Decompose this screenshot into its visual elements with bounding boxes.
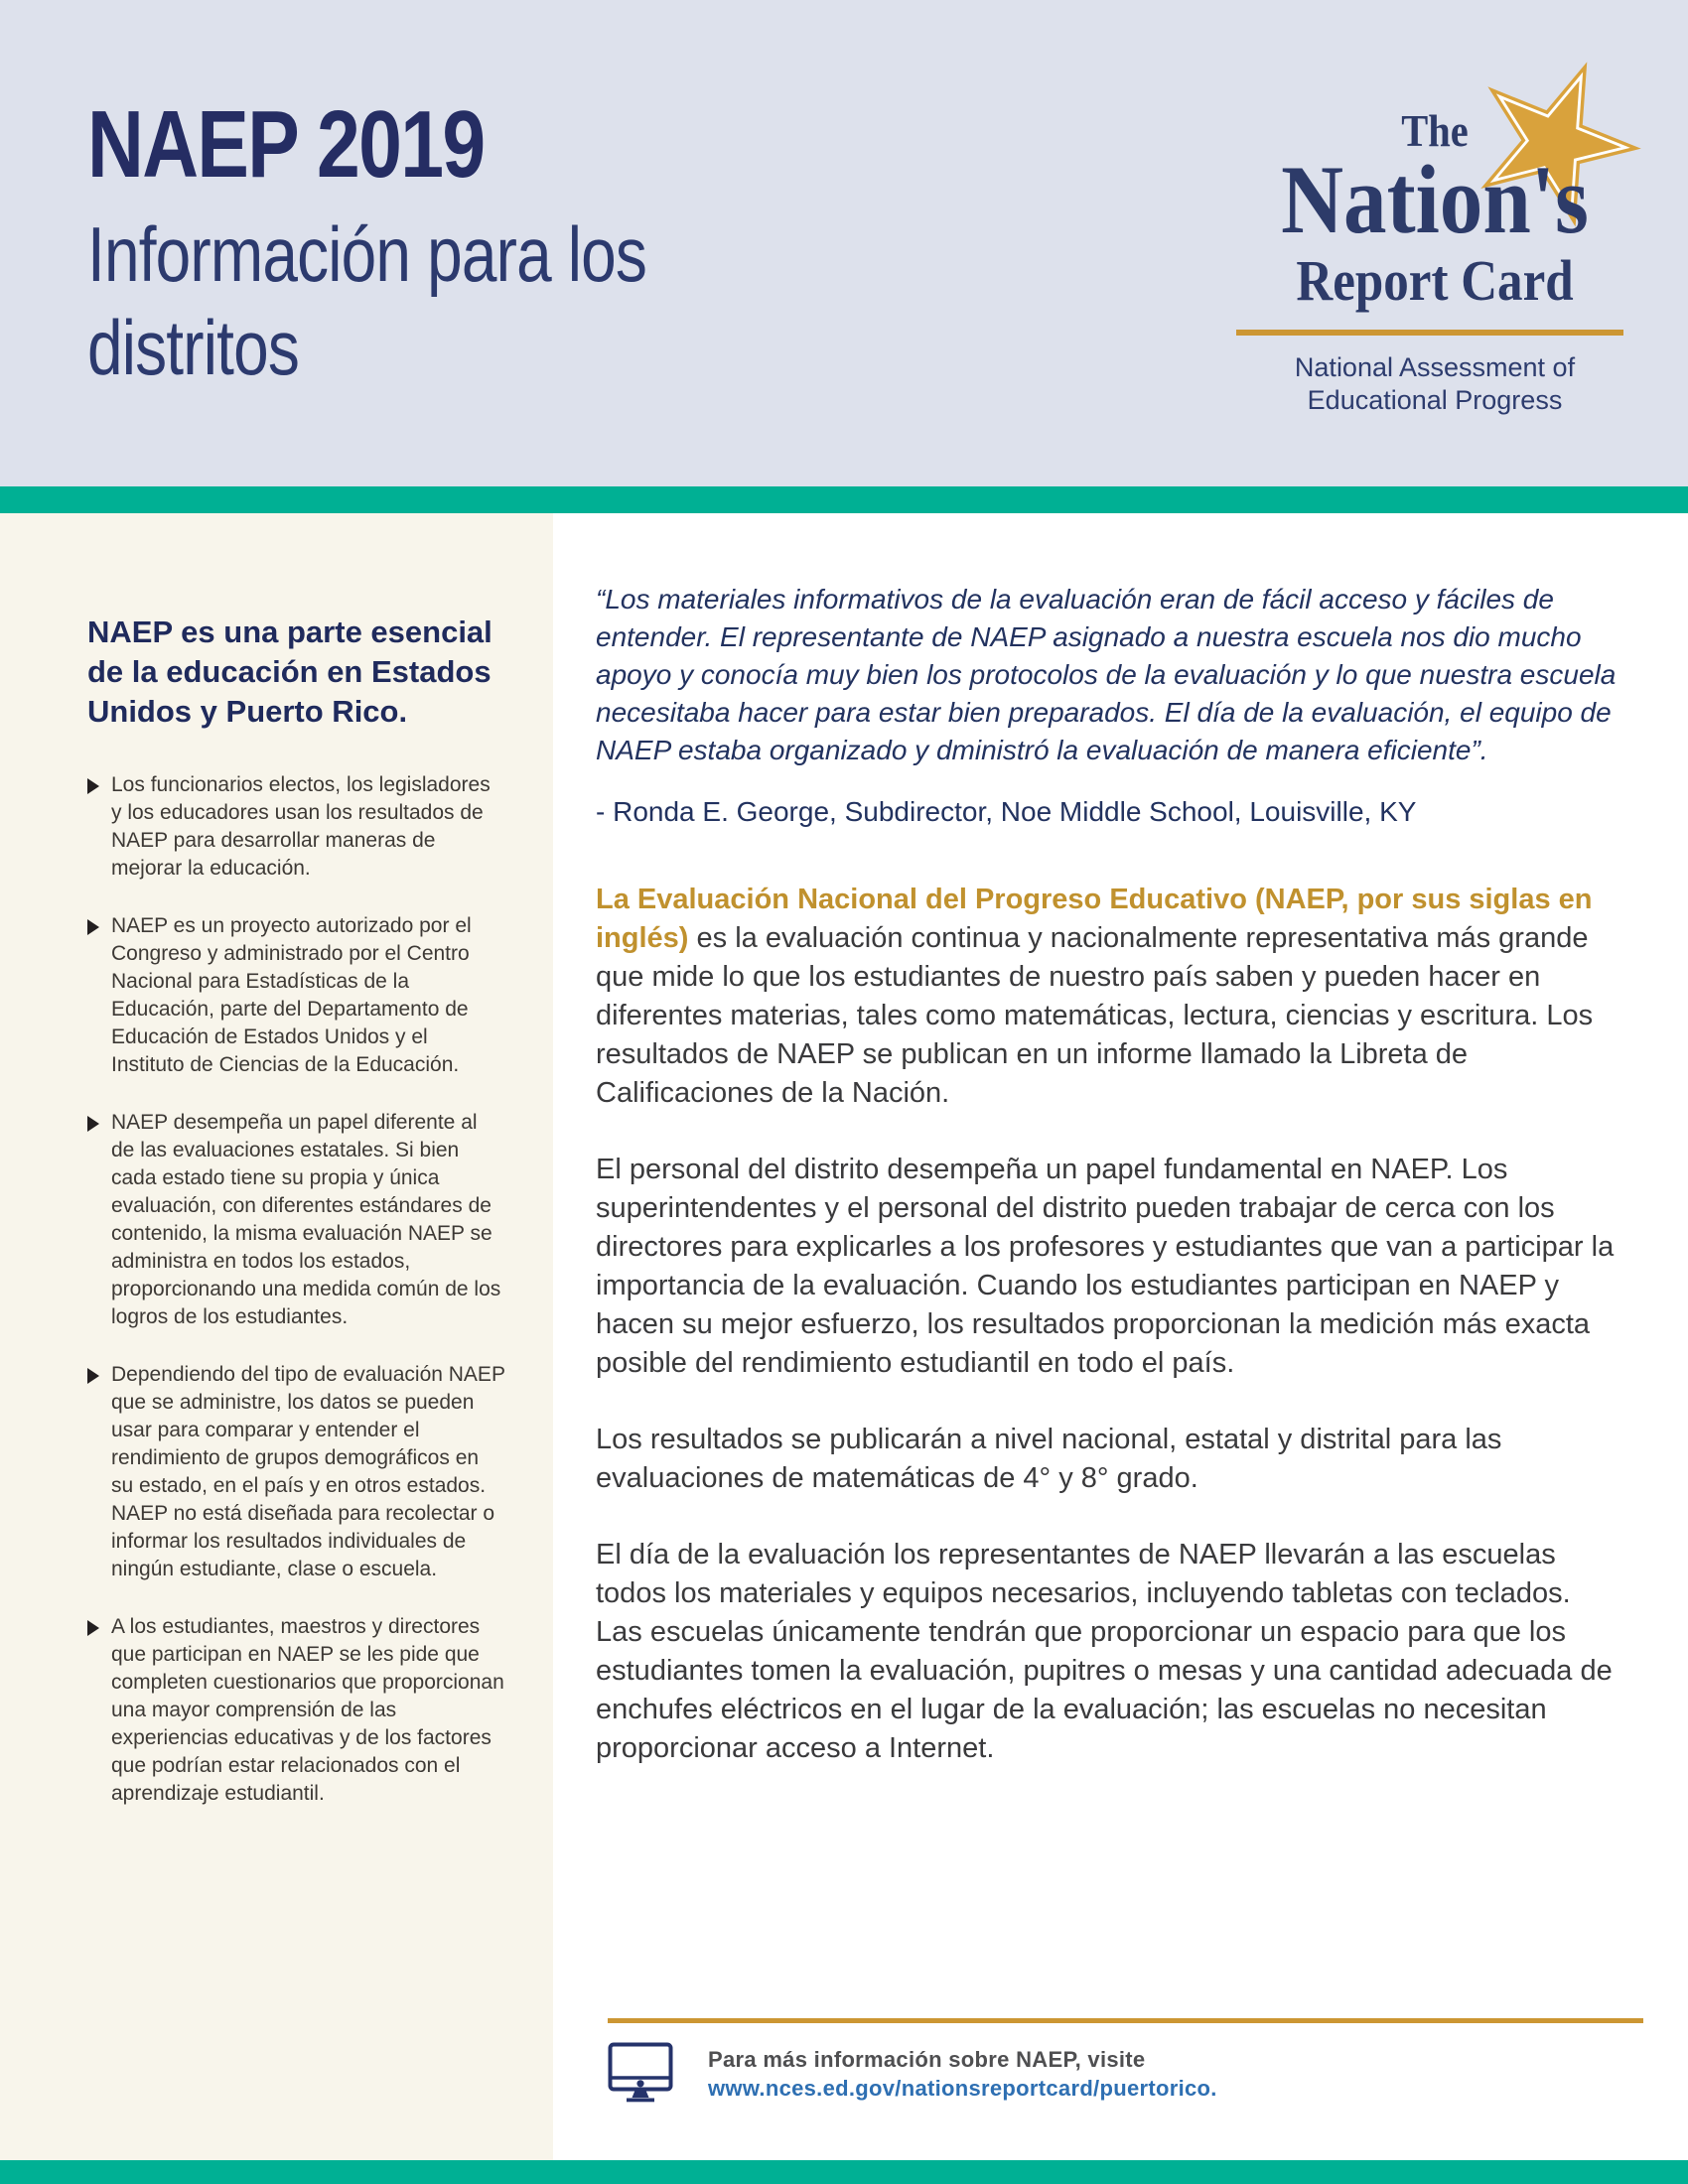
list-item bbox=[87, 1109, 505, 1331]
paragraph-2: El personal del distrito desempeña un papel fundamental en NAEP. Los superintendentes y el personal del distrito pueden trabajar de cerca con los directores para explicarles a los profesores y estudiantes que van a participar la importancia de la evaluación. Cuando los estudiantes participan en NAEP y hacen su mejor esfuerzo, los resultados proporcionan la medición más exacta posible del rendimiento estudiantil en todo el país. bbox=[596, 1154, 1615, 1379]
footer-info-text: Para más información sobre NAEP, visite bbox=[708, 2047, 1146, 2072]
paragraph-4: El día de la evaluación los representantes de NAEP llevarán a las escuelas todos los materiales y equipos necesarios, incluyendo tabletas con teclados. Las escuelas únicamente tendrán que proporcionar un espacio para que los estudiantes tomen la evaluación, pupitres o mesas y una cantidad adecuada de enchufes eléctricos en el lugar de la evaluación; las escuelas no necesitan proporcionar acceso a Internet. bbox=[596, 1539, 1613, 1764]
bullet-text: A los estudiantes, maestros y directores que participan en NAEP se les pide que completen cuestionarios que proporcionan una mayor comprensión de las experiencias educativas y de los factores que podrían estar relacionados con el aprendizaje estudiantil. bbox=[111, 1615, 504, 1805]
triangle-bullet-icon bbox=[87, 1368, 99, 1384]
logo-tagline bbox=[1236, 351, 1633, 417]
triangle-bullet-icon bbox=[87, 1620, 99, 1636]
paragraph-3: Los resultados se publicarán a nivel nacional, estatal y distrital para las evaluaciones de matemáticas de 4° y 8° grado. bbox=[596, 1424, 1502, 1494]
title-block bbox=[87, 91, 787, 394]
bullet-text: Los funcionarios electos, los legisladores y los educadores usan los resultados de NAEP para desarrollar maneras de mejorar la educación. bbox=[111, 773, 491, 880]
bullet-text: NAEP desempeña un papel diferente al de las evaluaciones estatales. Si bien cada estado tiene su propia y única evaluación, con diferentes estándares de contenido, la misma evaluación NAEP se administra en todos los estados, proporcionando una medida común de los logros de los estudiantes. bbox=[111, 1111, 501, 1328]
sidebar bbox=[0, 513, 553, 2184]
footer-gold-rule bbox=[608, 2018, 1643, 2023]
teal-divider-bottom bbox=[0, 2160, 1688, 2184]
paragraph-1-body: es la evaluación continua y nacionalmente representativa más grande que mide lo que los estudiantes de nuestro país saben y pueden hacer en diferentes materias, tales como matemáticas, lectura, ciencias y escritura. Los resultados de NAEP se publican en un informe llamado la Libreta de Calificaciones de la Nación. bbox=[596, 922, 1594, 1109]
bullet-text: NAEP es un proyecto autorizado por el Congreso y administrado por el Centro Nacional para Estadísticas de la Educación, parte del Departamento de Educación de Estados Unidos y el Instituto de Ciencias de la Educación. bbox=[111, 914, 472, 1076]
logo-tagline-line1: National Assessment of bbox=[1294, 352, 1576, 382]
quote-attribution: - Ronda E. George, Subdirector, Noe Middle School, Louisville, KY bbox=[596, 796, 1417, 827]
teal-divider-top bbox=[0, 486, 1688, 513]
footer-link[interactable]: www.nces.ed.gov/nationsreportcard/puertorico. bbox=[708, 2076, 1217, 2101]
triangle-bullet-icon bbox=[87, 1116, 99, 1132]
logo-line-nations: Nation's bbox=[1281, 146, 1589, 254]
paragraph-1 bbox=[596, 881, 1618, 1113]
monitor-icon bbox=[608, 2042, 673, 2104]
paragraph-1-gold-lead: La Evaluación Nacional del Progreso Educativo (NAEP, por sus siglas en inglés) bbox=[596, 884, 1593, 954]
triangle-bullet-icon bbox=[87, 919, 99, 935]
page-title: NAEP 2019 bbox=[87, 91, 485, 198]
logo-tagline-line2: Educational Progress bbox=[1307, 385, 1563, 415]
testimonial-quote: “Los materiales informativos de la evaluación eran de fácil acceso y fáciles de entender. El representante de NAEP asignado a nuestra escuela nos dio mucho apoyo y conocía muy bien los protocolos de la evaluación y lo que nuestra escuela necesitaba hacer para estar bien preparados. El día de la evaluación, el equipo de NAEP estaba organizado y dministró la evaluación de manera eficiente”. bbox=[596, 584, 1617, 765]
logo-wordmark bbox=[1260, 56, 1610, 312]
list-item bbox=[87, 1613, 505, 1808]
list-item bbox=[87, 912, 505, 1079]
logo-line-reportcard: Report Card bbox=[1296, 248, 1574, 313]
footer-info bbox=[708, 2045, 1217, 2103]
list-item bbox=[87, 1361, 505, 1583]
sidebar-heading: NAEP es una parte esencial de la educación en Estados Unidos y Puerto Rico. bbox=[87, 614, 492, 729]
nations-report-card-logo bbox=[1236, 56, 1633, 417]
logo-line-the: The bbox=[1401, 105, 1469, 156]
triangle-bullet-icon bbox=[87, 778, 99, 794]
header bbox=[0, 0, 1688, 486]
bullet-text: Dependiendo del tipo de evaluación NAEP que se administre, los datos se pueden usar para comparar y entender el rendimiento de grupos demográficos en su estado, en el país y en otros estados. NAEP no está diseñada para recolectar o informar los resultados individuales de ningún estudiante, clase o escuela. bbox=[111, 1363, 505, 1580]
logo-gold-rule bbox=[1236, 330, 1623, 336]
page-subtitle: Información para los distritos bbox=[87, 209, 647, 391]
main-content bbox=[596, 581, 1618, 1788]
list-item bbox=[87, 771, 505, 883]
